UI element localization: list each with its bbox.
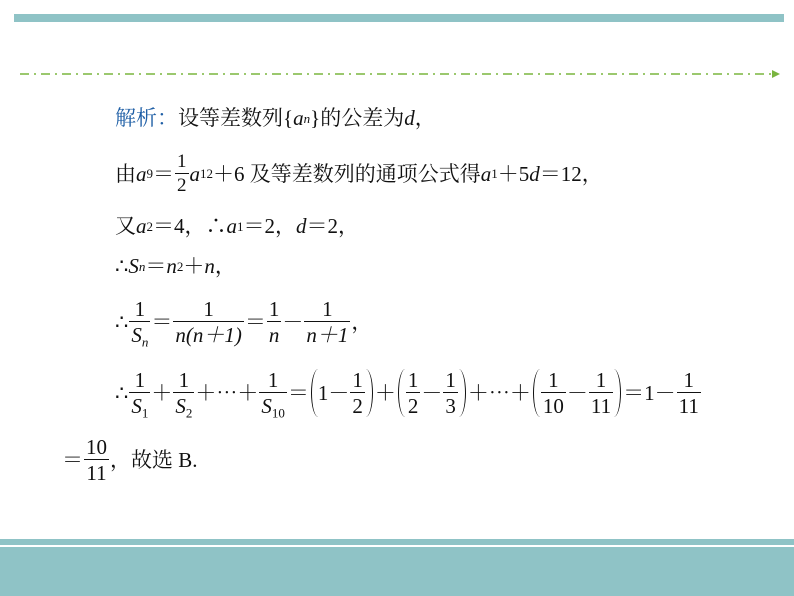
- fraction-1-over-n-plus-1: $\frac{1}{n+1}$: [306, 296, 349, 347]
- paren-term-10: $\frac{1}{10}$ － $\frac{1}{11}$: [533, 369, 621, 417]
- solution-line-7: ＝ $\frac{10}{11}$ ，故选 B.: [62, 434, 198, 485]
- solution-label: 解析：: [115, 106, 178, 130]
- paren-term-1: 1 － $\frac{1}{2}$: [311, 369, 373, 417]
- solution-line-6: ∴ $\frac{1}{S_1}$ ＋ $\frac{1}{S_2}$ ＋⋯＋ $\frac{1}{S_{10}}$ ＝ 1 － $\frac{1}{2}$ ＋ $\frac{1}{2}$ － $\frac{1}{3}$ ＋⋯＋ $\frac{1}{10}$ － $\frac{1}{11}$ ＝1－ $\frac{1}{11}$: [115, 367, 699, 421]
- bottom-decor-strip: [0, 545, 794, 547]
- fraction-1-over-S10: $\frac{1}{S_{10}}$: [261, 367, 285, 421]
- solution-line-5: ∴ $\frac{1}{S_n}$ ＝ $\frac{1}{n(n+1)}$ ＝ $\frac{1}{n}$ － $\frac{1}{n+1}$ ，: [115, 296, 373, 350]
- fraction-1-over-Sn: $\frac{1}{S_n}$: [131, 296, 149, 350]
- solution-line-3: 又 a 2 ＝4，∴ a 1 ＝2， d ＝2，: [115, 214, 360, 238]
- paren-term-2: $\frac{1}{2}$ － $\frac{1}{3}$: [398, 369, 466, 417]
- solution-line-1: 解析： 设等差数列{ a n }的公差为 d ，: [115, 106, 436, 130]
- fraction-half: $\frac{1}{2}$: [177, 151, 187, 196]
- solution-line-2: 由 a 9 ＝ $\frac{1}{2}$ a 12 ＋6 及等差数列的通项公式得 a 1 ＋5 d ＝12，: [115, 151, 603, 196]
- fraction-10-over-11: $\frac{10}{11}$: [86, 434, 107, 485]
- answer-text: ，故选 B.: [110, 447, 198, 472]
- fraction-1-over-S1: $\frac{1}{S_1}$: [131, 367, 149, 421]
- fraction-1-over-n: $\frac{1}{n}$: [268, 296, 280, 347]
- solution-line-4: ∴ S n ＝ n 2 ＋ n ，: [115, 254, 236, 278]
- bottom-decor-bar: [0, 539, 794, 596]
- fraction-1-over-S2: $\frac{1}{S_2}$: [175, 367, 193, 421]
- fraction-1-over-11: $\frac{1}{11}$: [678, 367, 699, 418]
- fraction-1-over-n-n-plus-1: $\frac{1}{n(n+1)}$: [175, 296, 242, 347]
